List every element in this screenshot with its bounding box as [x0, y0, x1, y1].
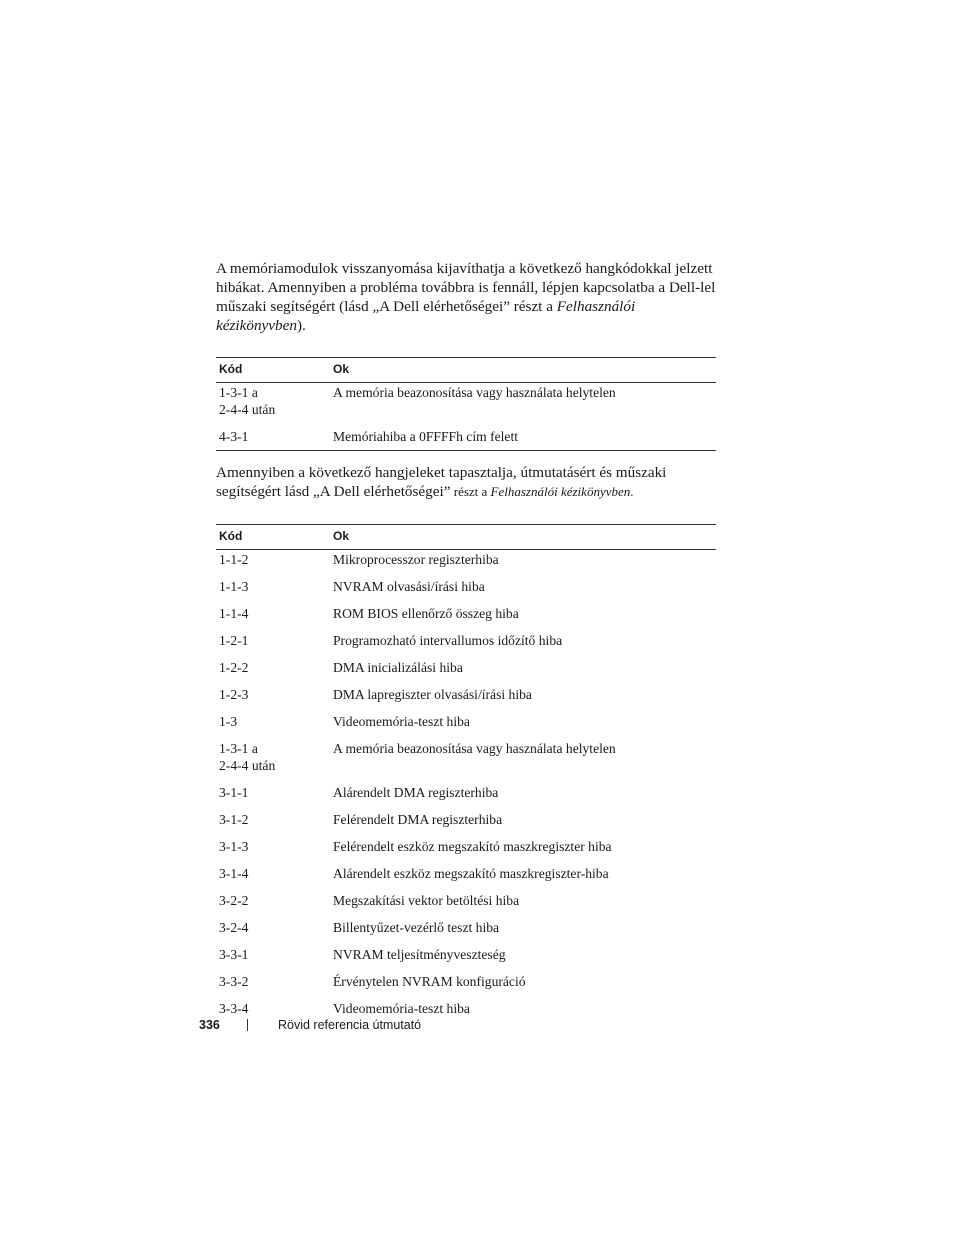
cause-cell: Programozható intervallumos időzítő hiba — [333, 633, 563, 648]
cause-cell: Alárendelt DMA regiszterhiba — [333, 785, 499, 800]
table-row — [216, 944, 716, 971]
table-row — [216, 603, 716, 630]
cause-cell: Mikroprocesszor regiszterhiba — [333, 552, 499, 567]
column-header-code: Kód — [219, 529, 243, 543]
table-row — [216, 809, 716, 836]
page-number: 336 — [199, 1018, 220, 1032]
beep-code-line: 3-1-4 — [219, 866, 249, 881]
beep-code-line: 3-1-3 — [219, 839, 249, 854]
footer-divider — [247, 1019, 248, 1031]
cause-cell: Billentyűzet-vezérlő teszt hiba — [333, 920, 500, 935]
table-row — [216, 630, 716, 657]
second-intro-text-2: . — [630, 484, 634, 499]
beep-code-cell — [216, 971, 330, 998]
table-row — [216, 917, 716, 944]
beep-code-table-system — [216, 524, 716, 1025]
table2-body — [216, 550, 716, 1026]
beep-code-cell — [216, 809, 330, 836]
cause-cell: Felérendelt eszköz megszakító maszkregiszter hiba — [333, 839, 612, 854]
beep-code-line: 1-1-4 — [219, 606, 249, 621]
table-row — [216, 657, 716, 684]
beep-code-line: 3-2-4 — [219, 920, 249, 935]
table-row — [216, 971, 716, 998]
beep-code-cell — [216, 711, 330, 738]
beep-code-line: 2-4-4 után — [219, 758, 276, 773]
beep-code-cell — [216, 890, 330, 917]
beep-code-cell — [216, 657, 330, 684]
beep-code-line: 3-3-2 — [219, 974, 249, 989]
second-intro-paragraph — [216, 463, 716, 501]
second-intro-manual-title: Felhasználói kézikönyvben — [490, 484, 631, 499]
beep-code-line: 1-1-2 — [219, 552, 249, 567]
table-row — [216, 782, 716, 809]
table-row — [216, 550, 716, 577]
beep-code-line: 1-2-1 — [219, 633, 249, 648]
second-intro-small-text: részt a — [450, 484, 491, 499]
beep-code-line: 3-1-1 — [219, 785, 249, 800]
beep-code-cell — [216, 576, 330, 603]
cause-cell: NVRAM olvasási/írási hiba — [333, 579, 485, 594]
beep-code-cell — [216, 863, 330, 890]
beep-code-line: 4-3-1 — [219, 429, 249, 444]
beep-code-line: 2-4-4 után — [219, 402, 276, 417]
column-header-code: Kód — [219, 362, 243, 376]
beep-code-cell — [216, 782, 330, 809]
table-row — [216, 576, 716, 603]
table-row — [216, 711, 716, 738]
cause-cell: Érvénytelen NVRAM konfiguráció — [333, 974, 526, 989]
beep-code-line: 3-1-2 — [219, 812, 249, 827]
cause-cell: Felérendelt DMA regiszterhiba — [333, 812, 503, 827]
beep-code-line: 1-3-1 a — [219, 741, 258, 756]
cause-cell: A memória beazonosítása vagy használata helytelen — [333, 741, 616, 756]
table-row — [216, 426, 716, 451]
beep-code-line: 1-2-3 — [219, 687, 249, 702]
beep-code-cell — [216, 738, 330, 782]
footer-doc-title: Rövid referencia útmutató — [278, 1018, 422, 1032]
table1-body — [216, 383, 716, 451]
beep-code-cell — [216, 944, 330, 971]
cause-cell: Videomemória-teszt hiba — [333, 714, 470, 729]
intro-text-1: A memóriamodulok visszanyomása kijavíthatja a következő hangkódokkal jelzett hibákat. Amennyiben a probléma továbbra is fennáll, lépjen kapcsolatba a Dell-lel műszaki segítségért (lásd „A Dell elérhetőségei” részt a — [216, 260, 716, 315]
table-row — [216, 738, 716, 782]
cause-cell: NVRAM teljesítményveszteség — [333, 947, 506, 962]
table-row — [216, 890, 716, 917]
cause-cell: DMA inicializálási hiba — [333, 660, 463, 675]
cause-cell: DMA lapregiszter olvasási/írási hiba — [333, 687, 532, 702]
cause-cell: Videomemória-teszt hiba — [333, 1001, 470, 1016]
cause-cell: A memória beazonosítása vagy használata helytelen — [333, 385, 616, 400]
beep-code-line: 1-1-3 — [219, 579, 249, 594]
beep-code-cell — [216, 426, 330, 451]
beep-code-cell — [216, 603, 330, 630]
column-header-cause: Ok — [333, 529, 350, 543]
beep-code-line: 1-3 — [219, 714, 238, 729]
column-header-cause: Ok — [333, 362, 350, 376]
cause-cell: Memóriahiba a 0FFFFh cím felett — [333, 429, 519, 444]
intro-paragraph — [216, 259, 716, 335]
table-row — [216, 684, 716, 711]
table-row — [216, 836, 716, 863]
beep-code-cell — [216, 917, 330, 944]
beep-code-line: 3-3-4 — [219, 1001, 249, 1016]
beep-code-cell — [216, 383, 330, 427]
table-row — [216, 383, 716, 427]
intro-manual-title: Felhasználói kézikönyvben — [216, 298, 636, 334]
beep-code-line: 1-3-1 a — [219, 385, 258, 400]
beep-code-cell — [216, 836, 330, 863]
cause-cell: Alárendelt eszköz megszakító maszkregiszter-hiba — [333, 866, 609, 881]
table-header-row — [216, 525, 716, 550]
beep-code-cell — [216, 550, 330, 577]
cause-cell: ROM BIOS ellenőrző összeg hiba — [333, 606, 519, 621]
beep-code-cell — [216, 630, 330, 657]
beep-code-line: 1-2-2 — [219, 660, 249, 675]
table-header-row — [216, 358, 716, 383]
second-intro-text-1: Amennyiben a következő hangjeleket tapasztalja, útmutatásért és műszaki segítségért lásd „A Dell elérhetőségei” — [216, 464, 667, 500]
intro-text-2: ). — [296, 317, 306, 334]
beep-code-cell — [216, 684, 330, 711]
beep-code-line: 3-2-2 — [219, 893, 249, 908]
table-row — [216, 863, 716, 890]
cause-cell: Megszakítási vektor betöltési hiba — [333, 893, 520, 908]
beep-code-line: 3-3-1 — [219, 947, 249, 962]
beep-code-table-memory — [216, 357, 716, 451]
